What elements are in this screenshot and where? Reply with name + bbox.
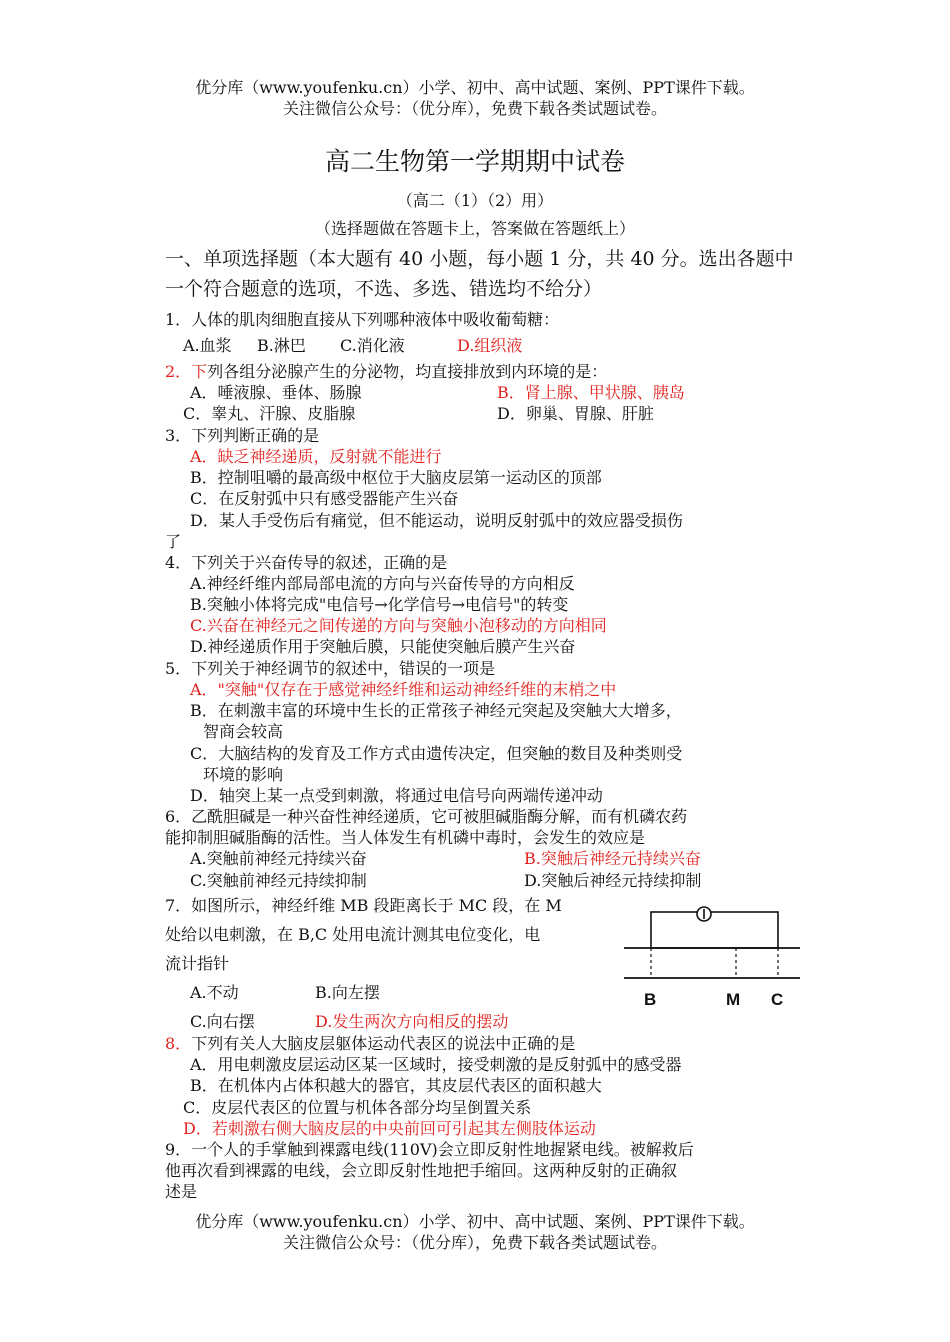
label-b: B [644, 990, 657, 1009]
q5-option-a-answer: A．"突触"仅存在于感觉神经纤维和运动神经纤维的末梢之中 [190, 680, 617, 699]
q8-stem-line [165, 1033, 575, 1054]
q2-option-b-answer: B．肾上腺、甲状腺、胰岛 [497, 383, 685, 402]
exam-subtitle-instruction: （选择题做在答题卡上，答案做在答题纸上） [314, 219, 635, 238]
q5-option-b: B．在刺激丰富的环境中生长的正常孩子神经元突起及突触大大增多， [190, 701, 682, 720]
q5-option-c-cont: 环境的影响 [203, 765, 284, 784]
q4-option-b: B.突触小体将完成"电信号→化学信号→电信号"的转变 [190, 595, 569, 614]
q6-stem-1: 6．乙酰胆碱是一种兴奋性神经递质，它可被胆碱脂酶分解，而有机磷农药 [165, 807, 688, 826]
q3-stem: 3．下列判断正确的是 [165, 426, 320, 445]
q1-option-b: B.淋巴 [257, 336, 306, 355]
nerve-fiber-svg [618, 906, 803, 1016]
q2-number: 2．下 [165, 362, 208, 381]
q9-stem-3: 述是 [165, 1182, 198, 1201]
q6-option-c: C.突触前神经元持续抑制 [190, 871, 367, 890]
q8-stem: 下列有关人大脑皮层躯体运动代表区的说法中正确的是 [191, 1034, 576, 1053]
q2-option-a: A．唾液腺、垂体、肠腺 [190, 383, 362, 402]
q3-option-d: D．某人手受伤后有痛觉，但不能运动，说明反射弧中的效应器受损伤 [190, 511, 683, 530]
q8-option-a: A．用电刺激皮层运动区某一区域时，接受刺激的是反射弧中的感受器 [190, 1055, 682, 1074]
q7-stem-3: 流计指针 [165, 954, 230, 973]
q5-option-c: C．大脑结构的发育及工作方式由遗传决定，但突触的数目及种类则受 [190, 744, 683, 763]
q1-option-d-answer: D.组织液 [457, 336, 523, 355]
q1-option-c: C.消化液 [340, 336, 405, 355]
q5-option-b-cont: 智商会较高 [203, 722, 284, 741]
label-c: C [771, 990, 784, 1009]
q6-option-b-answer: B.突触后神经元持续兴奋 [524, 849, 701, 868]
q1-option-a: A.血浆 [183, 336, 232, 355]
exam-subtitle-class: （高二（1）（2）用） [396, 191, 554, 210]
page-header [0, 77, 950, 119]
q9-stem-2: 他再次看到裸露的电线，会立即反射性地把手缩回。这两种反射的正确叙 [165, 1161, 678, 1180]
q7-stem-1: 7．如图所示，神经纤维 MB 段距离长于 MC 段，在 M [165, 896, 562, 915]
q6-stem-2: 能抑制胆碱脂酶的活性。当人体发生有机磷中毒时，会发生的效应是 [165, 828, 646, 847]
q6-option-d: D.突触后神经元持续抑制 [524, 871, 702, 890]
q8-number: 8． [165, 1034, 192, 1053]
section-heading: 一、单项选择题（本大题有 40 小题，每小题 1 分，共 40 分。选出各题中一个符合题意的选项，不选、多选、错选均不给分） [165, 248, 794, 300]
q3-option-a-answer: A．缺乏神经递质，反射就不能进行 [190, 447, 442, 466]
q7-option-a: A.不动 [190, 983, 239, 1002]
q3-option-d-cont: 了 [165, 532, 182, 551]
exam-title: 高二生物第一学期期中试卷 [324, 147, 625, 176]
q2-stem: 列各组分泌腺产生的分泌物，均直接排放到内环境的是： [207, 362, 608, 381]
q4-option-a: A.神经纤维内部局部电流的方向与兴奋传导的方向相反 [190, 574, 575, 593]
footer-line-1: 优分库（www.youfenku.cn）小学、初中、高中试题、案例、PPT课件下载。 [195, 1212, 755, 1231]
q7-stem-2: 处给以电刺激，在 B,C 处用电流计测其电位变化，电 [165, 925, 541, 944]
q1-stem: 1．人体的肌肉细胞直接从下列哪种液体中吸收葡萄糖： [165, 310, 560, 329]
nerve-fiber-diagram [618, 906, 803, 1016]
q4-option-c-answer: C.兴奋在神经元之间传递的方向与突触小泡移动的方向相同 [190, 616, 607, 635]
q2-option-c: C．睾丸、汗腺、皮脂腺 [183, 404, 356, 423]
q9-stem-1: 9．一个人的手掌触到裸露电线(110V)会立即反射性地握紧电线。被解救后 [165, 1140, 694, 1159]
q4-stem: 4．下列关于兴奋传导的叙述，正确的是 [165, 553, 448, 572]
q4-option-d: D.神经递质作用于突触后膜，只能使突触后膜产生兴奋 [190, 637, 576, 656]
footer-line-2: 关注微信公众号：（优分库），免费下载各类试题试卷。 [282, 1233, 667, 1252]
q8-option-d-answer: D．若刺激右侧大脑皮层的中央前回可引起其左侧肢体运动 [183, 1119, 596, 1138]
q8-option-c: C．皮层代表区的位置与机体各部分均呈倒置关系 [183, 1098, 532, 1117]
header-line-1: 优分库（www.youfenku.cn）小学、初中、高中试题、案例、PPT课件下载。 [195, 78, 755, 97]
q7-option-b: B.向左摆 [315, 983, 380, 1002]
q8-option-b: B．在机体内占体积越大的器官，其皮层代表区的面积越大 [190, 1076, 602, 1095]
q7-option-c: C.向右摆 [190, 1012, 255, 1031]
galvanometer-wire [651, 912, 778, 948]
label-m: M [726, 990, 741, 1009]
header-line-2: 关注微信公众号：（优分库），免费下载各类试题试卷。 [282, 99, 667, 118]
q5-stem: 5．下列关于神经调节的叙述中，错误的一项是 [165, 659, 496, 678]
q2-stem-line [165, 361, 607, 382]
q5-option-d: D．轴突上某一点受到刺激，将通过电信号向两端传递冲动 [190, 786, 603, 805]
q7-option-d-answer: D.发生两次方向相反的摆动 [315, 1012, 509, 1031]
q2-option-d: D．卵巢、胃腺、肝脏 [497, 404, 654, 423]
q6-option-a: A.突触前神经元持续兴奋 [190, 849, 367, 868]
page-footer [0, 1211, 950, 1253]
q3-option-b: B．控制咀嚼的最高级中枢位于大脑皮层第一运动区的顶部 [190, 468, 602, 487]
q3-option-c: C．在反射弧中只有感受器能产生兴奋 [190, 489, 459, 508]
